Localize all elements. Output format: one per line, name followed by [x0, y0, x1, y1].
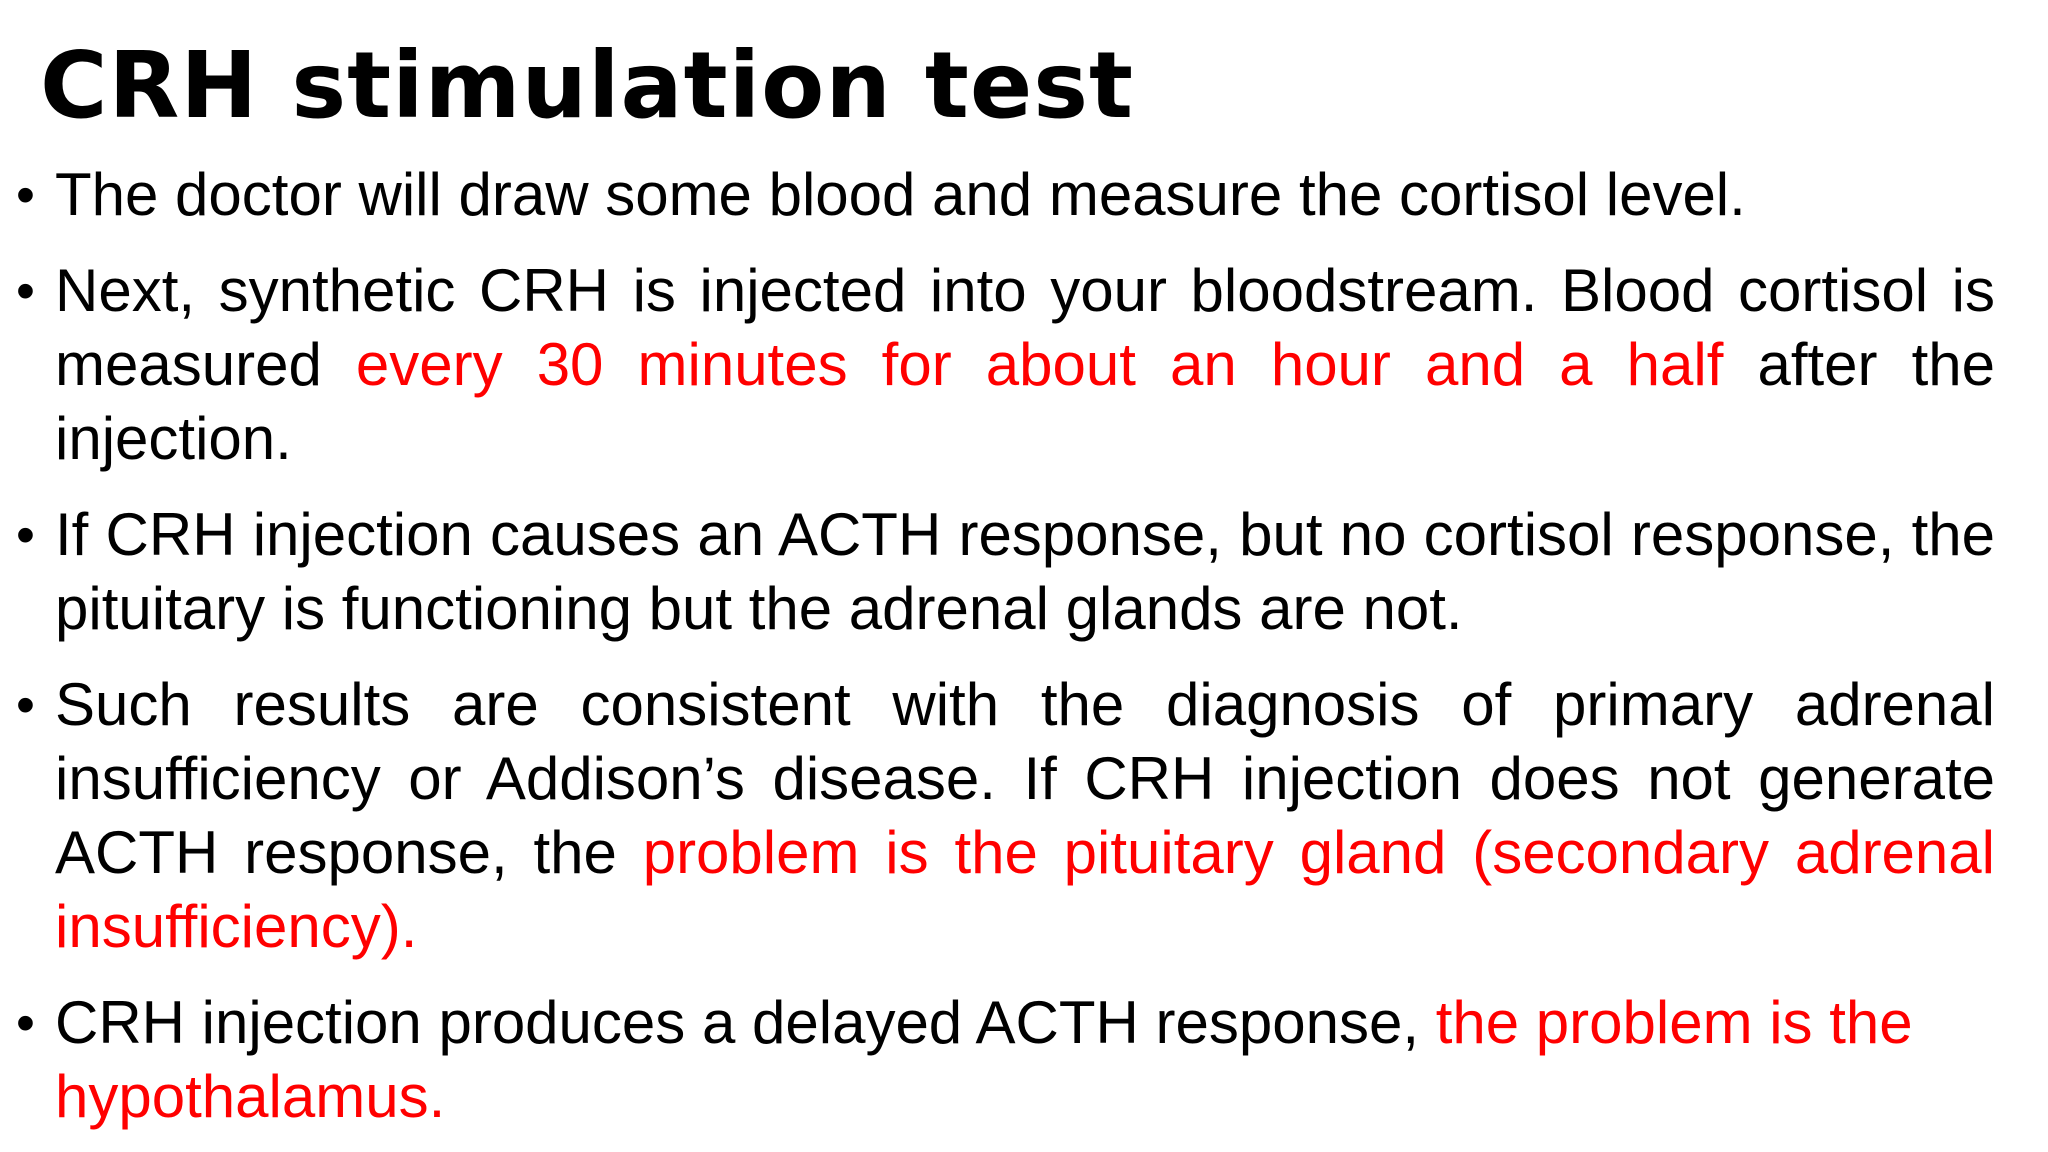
- bullet-point-icon: •: [16, 675, 35, 735]
- bullet-text: Next, synthetic CRH is injected into your bloodstream. Blood cortisol is measured: [55, 257, 1995, 398]
- bullet-item-5: [0, 986, 1995, 1134]
- bullet-point-icon: •: [16, 505, 35, 565]
- bullet-item-3: [0, 498, 1995, 646]
- bullet-text: If CRH injection causes an ACTH response, but no cortisol response, the pituitary is functioning but the adrenal glands are not.: [55, 501, 1995, 642]
- bullet-text: CRH injection produces a delayed ACTH response,: [55, 989, 1436, 1056]
- bullet-item-4: [0, 668, 1995, 964]
- bullet-item-1: [0, 158, 1995, 232]
- bullet-point-icon: •: [16, 165, 35, 225]
- bullet-text: Such results are consistent with the diagnosis of primary adrenal insufficiency or Addison’s disease. If CRH injection does not generate ACTH response, the: [55, 671, 1995, 886]
- bullet-text: after the injection.: [55, 331, 1996, 472]
- highlighted-text: the problem is the hypothalamus.: [55, 989, 1913, 1130]
- bullet-point-icon: •: [16, 261, 35, 321]
- bullet-item-2: [0, 254, 1995, 476]
- slide-title: CRH stimulation test: [40, 32, 1134, 139]
- bullet-text: The doctor will draw some blood and measure the cortisol level.: [55, 161, 1746, 228]
- highlighted-text: problem is the pituitary gland (secondary adrenal insufficiency).: [55, 819, 1995, 960]
- highlighted-text: every 30 minutes for about an hour and a half: [355, 331, 1724, 398]
- bullet-list: [0, 158, 2048, 1134]
- bullet-point-icon: •: [16, 993, 35, 1053]
